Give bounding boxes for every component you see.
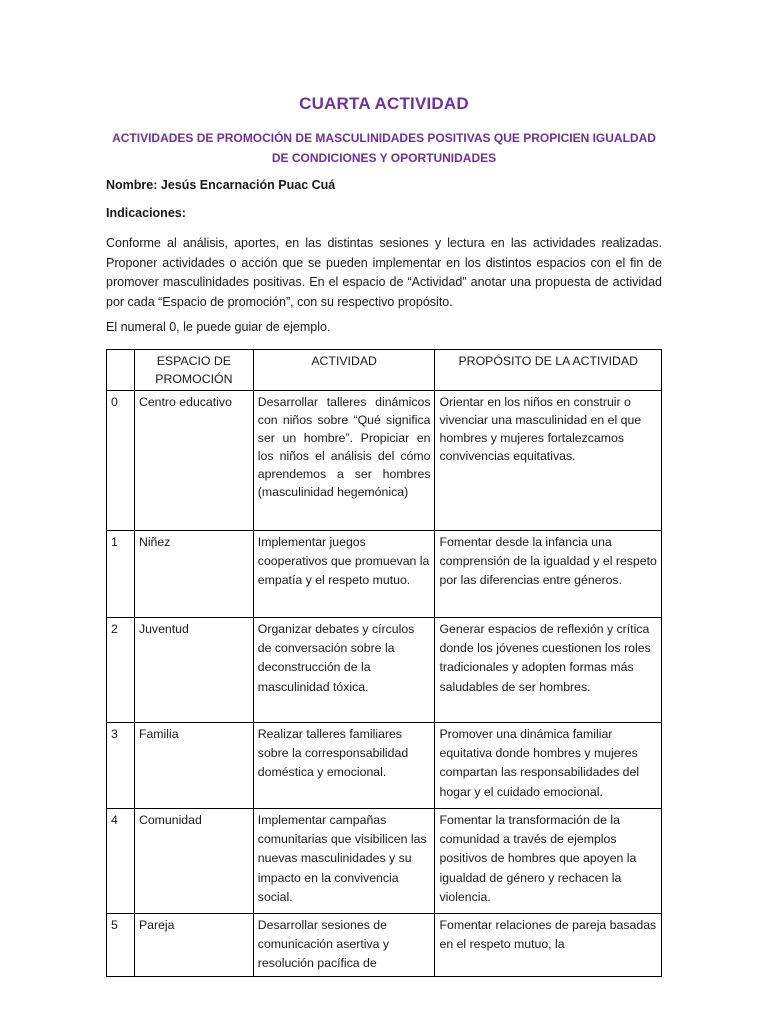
row-number: 3 <box>107 723 135 809</box>
activities-table <box>106 349 662 977</box>
row-purpose: Fomentar relaciones de pareja basadas en el respeto mutuo, la <box>435 914 662 977</box>
header-space: ESPACIO DE PROMOCIÓN <box>134 350 253 391</box>
row-space: Niñez <box>134 531 253 618</box>
instructions-label: Indicaciones: <box>106 206 186 220</box>
header-number <box>107 350 135 391</box>
header-purpose: PROPÓSITO DE LA ACTIVIDAD <box>435 350 662 391</box>
table-row <box>107 391 662 531</box>
row-space: Juventud <box>134 618 253 723</box>
table-row <box>107 618 662 723</box>
table-row <box>107 723 662 809</box>
row-purpose: Generar espacios de reflexión y crítica donde los jóvenes cuestionen los roles tradicionales y adopten formas más saludables de ser hombres. <box>435 618 662 723</box>
row-purpose: Fomentar la transformación de la comunidad a través de ejemplos positivos de hombres que apoyen la igualdad de género y rechacen la violencia. <box>435 809 662 914</box>
row-space: Familia <box>134 723 253 809</box>
table-row <box>107 809 662 914</box>
row-space: Pareja <box>134 914 253 977</box>
row-number: 1 <box>107 531 135 618</box>
row-activity: Desarrollar sesiones de comunicación asertiva y resolución pacífica de <box>253 914 435 977</box>
document-subtitle: ACTIVIDADES DE PROMOCIÓN DE MASCULINIDADES POSITIVAS QUE PROPICIEN IGUALDAD DE CONDICIONES Y OPORTUNIDADES <box>112 131 656 165</box>
row-activity: Implementar juegos cooperativos que promuevan la empatía y el respeto mutuo. <box>253 531 435 618</box>
row-activity: Implementar campañas comunitarias que visibilicen las nuevas masculinidades y su impacto en la convivencia social. <box>253 809 435 914</box>
row-space: Centro educativo <box>134 391 253 531</box>
table-row <box>107 914 662 977</box>
author-name: Nombre: Jesús Encarnación Puac Cuá <box>106 178 336 192</box>
row-purpose: Fomentar desde la infancia una comprensión de la igualdad y el respeto por las diferencias entre géneros. <box>435 531 662 618</box>
row-activity: Organizar debates y círculos de conversación sobre la deconstrucción de la masculinidad tóxica. <box>253 618 435 723</box>
instructions-text: Conforme al análisis, aportes, en las distintas sesiones y lectura en las actividades realizadas. Proponer actividades o acción que se pueden implementar en los distintos espacios con el fin de promover masculinidades positivas. En el espacio de “Actividad” anotar una propuesta de actividad por cada “Espacio de promoción”, con su respectivo propósito. <box>106 236 662 309</box>
table-row <box>107 531 662 618</box>
row-purpose: Orientar en los niños en construir o vivenciar una masculinidad en el que hombres y mujeres fortalezcamos convivencias equitativas. <box>435 391 662 531</box>
row-number: 5 <box>107 914 135 977</box>
row-number: 0 <box>107 391 135 531</box>
row-activity: Desarrollar talleres dinámicos con niños sobre “Qué significa ser un hombre”. Propiciar en los niños el análisis del cómo aprendemos a ser hombres (masculinidad hegemónica) <box>253 391 435 531</box>
row-space: Comunidad <box>134 809 253 914</box>
header-activity: ACTIVIDAD <box>253 350 435 391</box>
document-title: CUARTA ACTIVIDAD <box>299 94 469 113</box>
row-activity: Realizar talleres familiares sobre la corresponsabilidad doméstica y emocional. <box>253 723 435 809</box>
row-purpose: Promover una dinámica familiar equitativa donde hombres y mujeres compartan las responsabilidades del hogar y el cuidado emocional. <box>435 723 662 809</box>
row-number: 2 <box>107 618 135 723</box>
row-number: 4 <box>107 809 135 914</box>
example-note: El numeral 0, le puede guiar de ejemplo. <box>106 320 331 334</box>
table-header-row <box>107 350 662 391</box>
